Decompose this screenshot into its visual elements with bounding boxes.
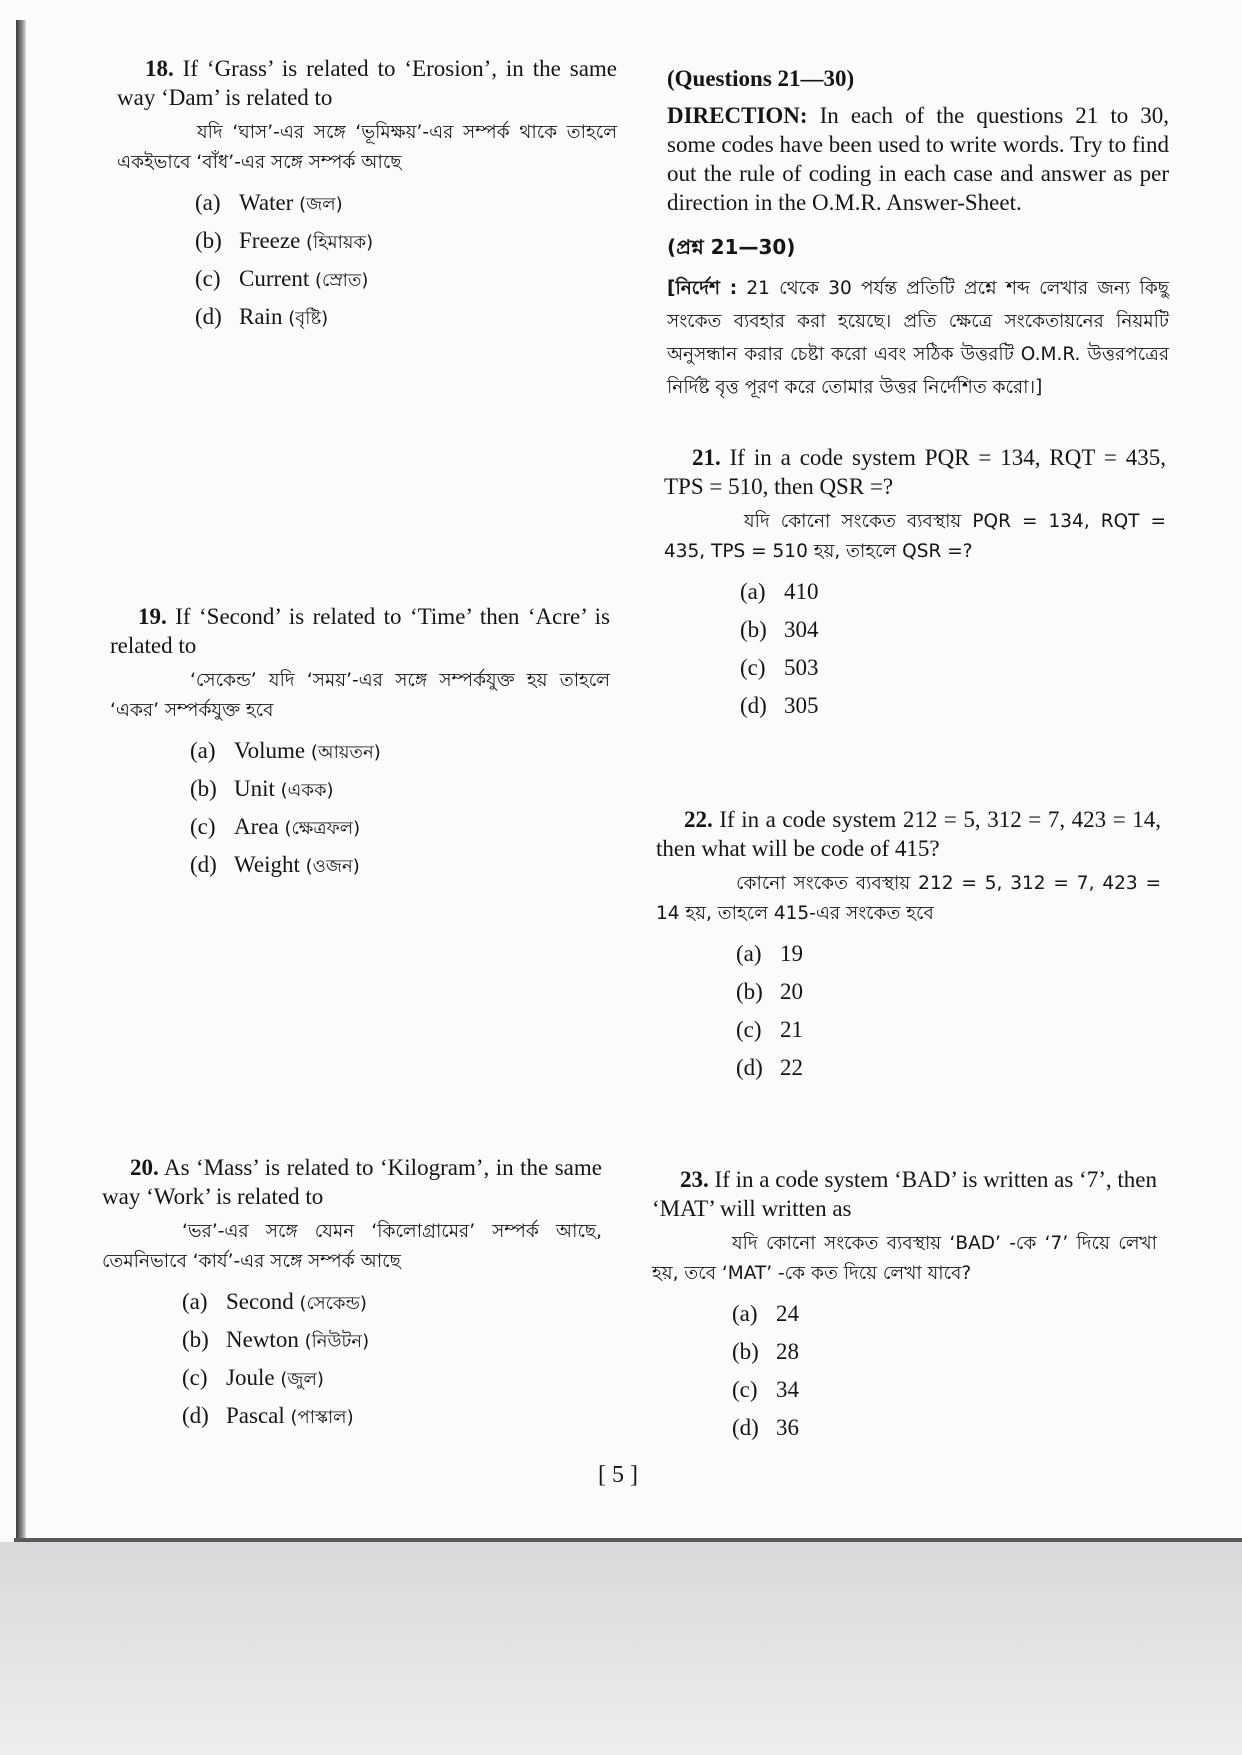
question-18-text-bengali: যদি ‘ঘাস’-এর সঙ্গে ‘ভূমিক্ষয়’-এর সম্পর্ক থাকে তাহলে একইভাবে ‘বাঁধ’-এর সঙ্গে সম্পর্ক আছে	[117, 122, 617, 173]
binding-edge	[16, 20, 26, 1540]
question-20-options	[102, 1283, 602, 1435]
question-22-text: 22. If in a code system 212 = 5, 312 = 7, 423 = 14, then what will be code of 415?	[656, 807, 1161, 861]
option-b[interactable]: (b) Unit (একক)	[190, 776, 334, 801]
option-d[interactable]: (d) Pascal (পাস্কাল)	[182, 1403, 354, 1428]
option-a[interactable]: (a) Water (জল)	[195, 190, 343, 215]
option-a[interactable]: (a) Volume (আয়তন)	[190, 738, 381, 763]
option-d[interactable]: (d) 22	[736, 1055, 803, 1080]
option-b[interactable]: (b) 28	[732, 1339, 799, 1364]
question-21-text: 21. If in a code system PQR = 134, RQT = 435, TPS = 510, then QSR =?	[664, 445, 1166, 499]
direction-text: DIRECTION: In each of the questions 21 to 30, some codes have been used to write words. Try to find out the rule of coding in each case and answer as per direction in the O.M.R. Answer-Sheet.	[667, 103, 1169, 215]
option-b[interactable]: (b) 304	[740, 617, 819, 642]
question-23	[652, 1165, 1157, 1447]
page-number: [ 5 ]	[598, 1462, 638, 1488]
option-d[interactable]: (d) Weight (ওজন)	[190, 852, 360, 877]
option-c[interactable]: (c) 503	[740, 655, 819, 680]
option-c[interactable]: (c) Area (ক্ষেত্রফল)	[190, 814, 361, 839]
option-c[interactable]: (c) 34	[732, 1377, 799, 1402]
question-number: 22.	[684, 807, 713, 832]
option-b[interactable]: (b) Newton (নিউটন)	[182, 1327, 370, 1352]
question-21-options	[664, 573, 1166, 725]
option-c[interactable]: (c) 21	[736, 1017, 803, 1042]
question-19-options	[110, 732, 610, 884]
question-21-text-bengali: যদি কোনো সংকেত ব্যবস্থায় PQR = 134, RQT = 435, TPS = 510 হয়, তাহলে QSR =?	[664, 511, 1166, 562]
question-20-text-bengali: ‘ভর’-এর সঙ্গে যেমন ‘কিলোগ্রামের’ সম্পর্ক আছে, তেমনিভাবে ‘কার্য’-এর সঙ্গে সম্পর্ক আছে	[102, 1221, 602, 1272]
direction-text-bengali: [নির্দেশ : 21 থেকে 30 পর্যন্ত প্রতিটি প্রশ্নে শব্দ লেখার জন্য কিছু সংকেত ব্যবহার করা হয়েছে। প্রতি ক্ষেত্রে সংকেতায়নের নিয়মটি অনুসন্ধান করার চেষ্টা করো এবং সঠিক উত্তরটি O.M.R. উত্তরপত্রের নির্দিষ্ট বৃত্ত পূরণ করে তোমার উত্তর নির্দেশিত করো।]	[667, 278, 1169, 398]
option-a[interactable]: (a) 24	[732, 1301, 799, 1326]
question-19-text: 19. If ‘Second’ is related to ‘Time’ then ‘Acre’ is related to	[110, 604, 611, 658]
option-a[interactable]: (a) Second (সেকেন্ড)	[182, 1289, 367, 1314]
question-22-options	[656, 935, 1161, 1087]
option-b[interactable]: (b) 20	[736, 979, 803, 1004]
section-heading: (Questions 21—30)	[667, 66, 855, 91]
option-a[interactable]: (a) 19	[736, 941, 803, 966]
option-d[interactable]: (d) 305	[740, 693, 819, 718]
question-18	[117, 54, 617, 336]
question-number: 21.	[692, 445, 721, 470]
scan-background	[0, 1542, 1242, 1755]
option-c[interactable]: (c) Current (স্রোত)	[195, 266, 369, 291]
question-number: 19.	[138, 604, 167, 629]
question-23-text: 23. If in a code system ‘BAD’ is written as ‘7’, then ‘MAT’ will written as	[652, 1167, 1157, 1221]
question-18-text: 18. If ‘Grass’ is related to ‘Erosion’, in the same way ‘Dam’ is related to	[117, 56, 618, 110]
question-19	[110, 602, 610, 884]
question-22-text-bengali: কোনো সংকেত ব্যবস্থায় 212 = 5, 312 = 7, 423 = 14 হয়, তাহলে 415-এর সংকেত হবে	[656, 873, 1161, 924]
question-number: 23.	[680, 1167, 709, 1192]
question-number: 18.	[145, 56, 174, 81]
option-d[interactable]: (d) Rain (বৃষ্টি)	[195, 304, 329, 329]
question-20-text: 20. As ‘Mass’ is related to ‘Kilogram’, in the same way ‘Work’ is related to	[102, 1155, 602, 1209]
question-23-text-bengali: যদি কোনো সংকেত ব্যবস্থায় ‘BAD’ -কে ‘7’ দিয়ে লেখা হয়, তবে ‘MAT’ -কে কত দিয়ে লেখা যাবে?	[652, 1233, 1157, 1284]
section-heading-bengali: (প্রশ্ন 21—30)	[667, 235, 796, 259]
question-number: 20.	[130, 1155, 159, 1180]
question-22	[656, 805, 1161, 1087]
option-a[interactable]: (a) 410	[740, 579, 819, 604]
question-20	[102, 1153, 602, 1435]
question-18-options	[117, 184, 617, 336]
question-21	[664, 443, 1166, 725]
option-b[interactable]: (b) Freeze (হিমায়ক)	[195, 228, 374, 253]
option-c[interactable]: (c) Joule (জুল)	[182, 1365, 324, 1390]
option-d[interactable]: (d) 36	[732, 1415, 799, 1440]
section-directions	[667, 64, 1169, 404]
question-19-text-bengali: ‘সেকেন্ড’ যদি ‘সময়’-এর সঙ্গে সম্পর্কযুক্ত হয় তাহলে ‘একর’ সম্পর্কযুক্ত হবে	[110, 670, 610, 721]
question-23-options	[652, 1295, 1157, 1447]
